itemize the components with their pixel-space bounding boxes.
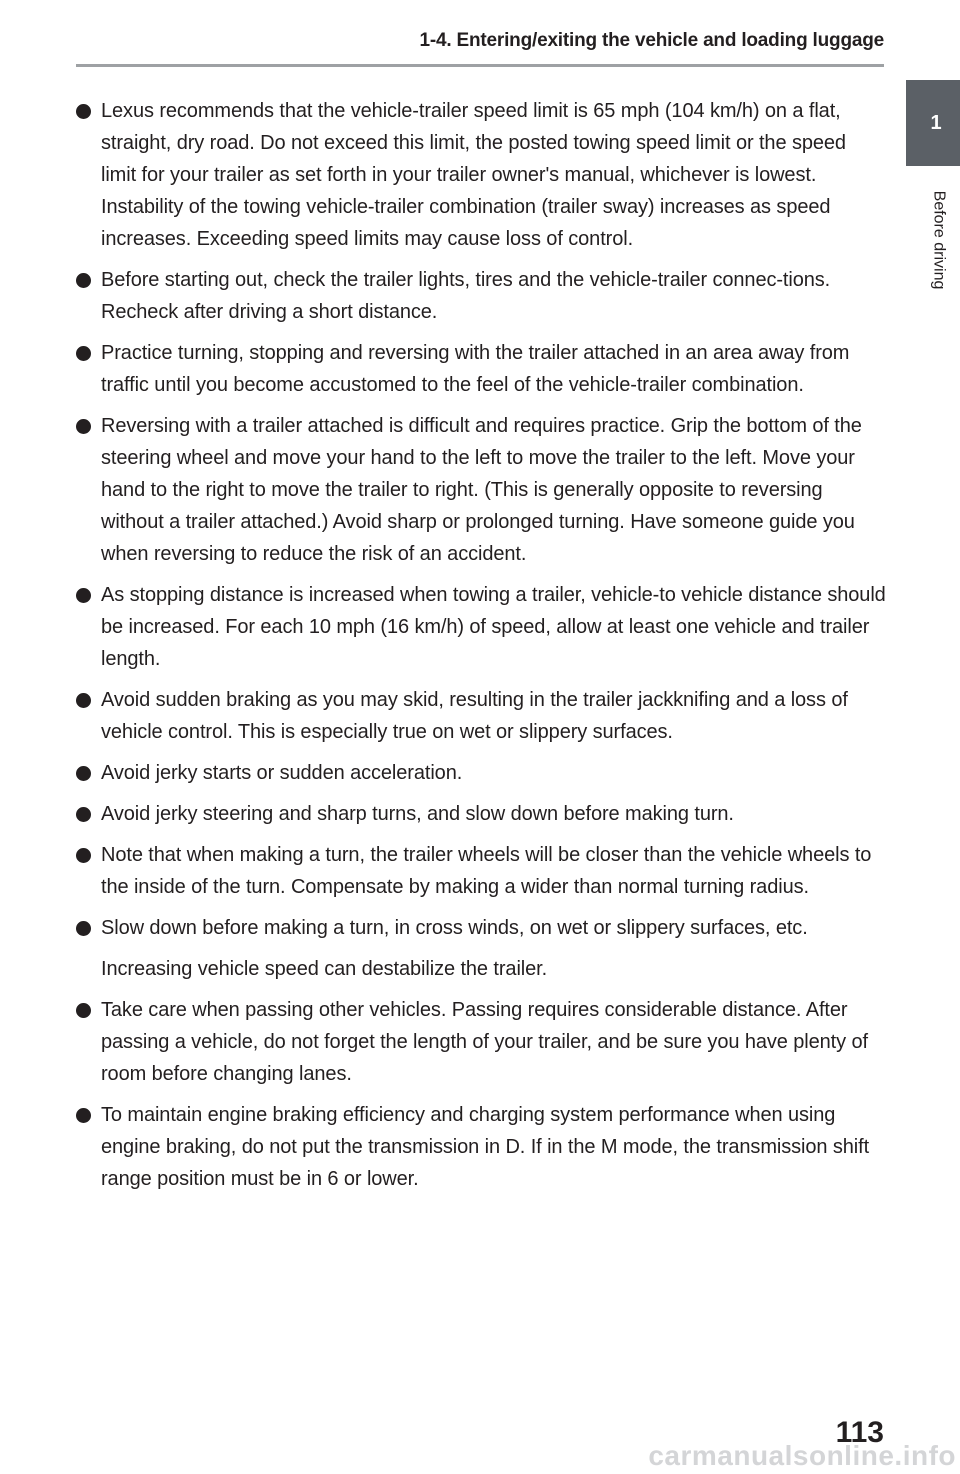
bullet-dot-icon bbox=[76, 273, 91, 288]
section-title: 1-4. Entering/exiting the vehicle and loading luggage bbox=[419, 30, 884, 51]
bullet-text: Before starting out, check the trailer lights, tires and the vehicle-trailer connec-tions. Recheck after driving a short distance. bbox=[101, 269, 831, 323]
bullet-item bbox=[76, 839, 886, 903]
bullet-text: Lexus recommends that the vehicle-trailer speed limit is 65 mph (104 km/h) on a flat, straight, dry road. Do not exceed this limit, the posted towing speed limit or the speed limit for your trailer as set forth in your trailer owner's manual, whichever is lowest. Instability of the towing vehicle-trailer combination (trailer sway) increases as speed increases. Exceeding speed limits may cause loss of control. bbox=[101, 100, 846, 250]
bullet-dot-icon bbox=[76, 346, 91, 361]
bullet-dot-icon bbox=[76, 419, 91, 434]
bullet-dot-icon bbox=[76, 588, 91, 603]
bullet-dot-icon bbox=[76, 1003, 91, 1018]
chapter-label: Before driving bbox=[930, 190, 947, 290]
bullet-dot-icon bbox=[76, 693, 91, 708]
bullet-item bbox=[76, 95, 886, 255]
bullet-item bbox=[76, 410, 886, 570]
bullet-note: Increasing vehicle speed can destabilize the trailer. bbox=[101, 958, 548, 980]
chapter-tab[interactable] bbox=[906, 80, 960, 166]
bullet-text: Reversing with a trailer attached is difficult and requires practice. Grip the bottom of the steering wheel and move your hand to the left to move the trailer to the left. Move your hand to the right to move the trailer to right. (This is generally opposite to reversing without a trailer attached.) Avoid sharp or prolonged turning. Have someone guide you when reversing to reduce the risk of an accident. bbox=[101, 415, 862, 565]
bullet-text: Note that when making a turn, the trailer wheels will be closer than the vehicle wheels to the inside of the turn. Compensate by making a wider than normal turning radius. bbox=[101, 844, 872, 898]
bullet-dot-icon bbox=[76, 848, 91, 863]
header-divider bbox=[76, 64, 884, 67]
bullet-item bbox=[76, 264, 886, 328]
bullet-item bbox=[76, 1099, 886, 1195]
bullet-item bbox=[76, 337, 886, 401]
bullet-dot-icon bbox=[76, 921, 91, 936]
bullet-dot-icon bbox=[76, 807, 91, 822]
bullet-text: To maintain engine braking efficiency and charging system performance when using engine braking, do not put the transmission in D. If in the M mode, the transmission shift range position must be in 6 or lower. bbox=[101, 1104, 870, 1190]
chapter-number: 1 bbox=[930, 111, 942, 134]
bullet-text: Slow down before making a turn, in cross winds, on wet or slippery surfaces, etc. bbox=[101, 917, 808, 939]
bullet-dot-icon bbox=[76, 104, 91, 119]
bullet-item bbox=[76, 994, 886, 1090]
bullet-text: Avoid jerky steering and sharp turns, and slow down before making turn. bbox=[101, 803, 734, 825]
bullet-text: Practice turning, stopping and reversing with the trailer attached in an area away from traffic until you become accustomed to the feel of the vehicle-trailer combination. bbox=[101, 342, 850, 396]
bullet-text: As stopping distance is increased when towing a trailer, vehicle-to vehicle distance should be increased. For each 10 mph (16 km/h) of speed, allow at least one vehicle and trailer length. bbox=[101, 584, 886, 670]
bullet-item bbox=[76, 757, 886, 789]
bullet-text: Avoid jerky starts or sudden acceleration. bbox=[101, 762, 463, 784]
chapter-label-wrap bbox=[908, 170, 960, 310]
bullet-text: Avoid sudden braking as you may skid, resulting in the trailer jackknifing and a loss of vehicle control. This is especially true on wet or slippery surfaces. bbox=[101, 689, 848, 743]
page-number: 113 bbox=[835, 1416, 884, 1449]
page-body bbox=[76, 95, 886, 1204]
watermark: carmanualsonline.info bbox=[648, 1440, 956, 1471]
bullet-dot-icon bbox=[76, 766, 91, 781]
bullet-dot-icon bbox=[76, 1108, 91, 1123]
bullet-item bbox=[76, 912, 886, 944]
bullet-item bbox=[76, 684, 886, 748]
bullet-text: Take care when passing other vehicles. Passing requires considerable distance. After passing a vehicle, do not forget the length of your trailer, and be sure you have plenty of room before changing lanes. bbox=[101, 999, 868, 1085]
bullet-item bbox=[76, 798, 886, 830]
bullet-item bbox=[76, 579, 886, 675]
